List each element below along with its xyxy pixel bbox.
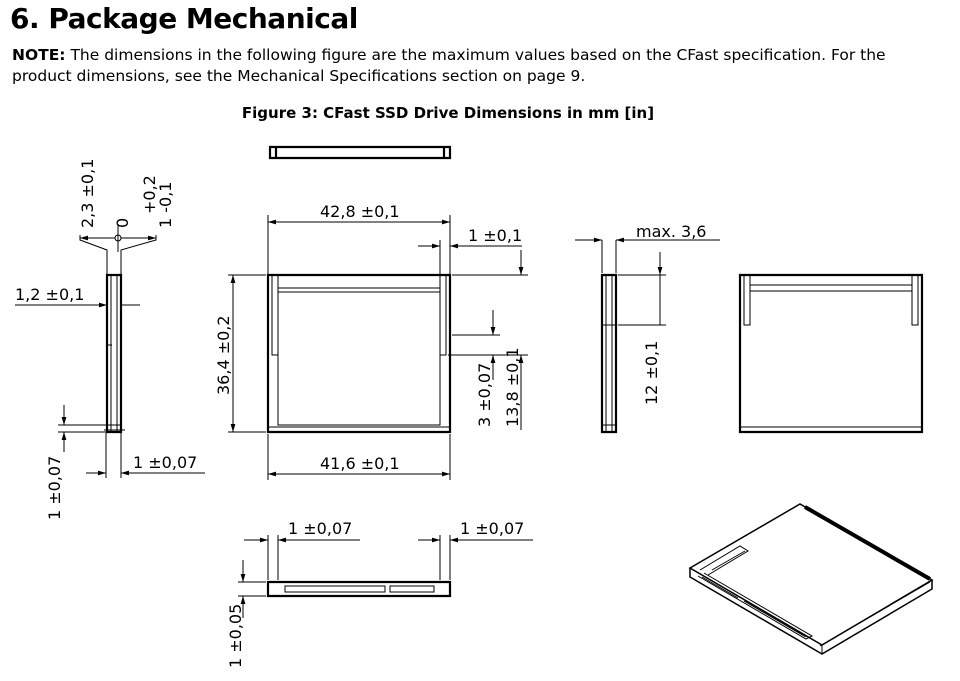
dim-zero: 0: [113, 217, 132, 228]
dim-side-thickness: 2,3 ±0,1: [78, 158, 97, 228]
dim-side-offset: 1,2 ±0,1: [15, 285, 85, 304]
dim-rail-h: 12 ±0,1: [642, 340, 661, 405]
right-side-view: [575, 222, 720, 432]
dim-edge-right: 1 ±0,07: [460, 519, 525, 538]
dim-side-bottom-w: 1 ±0,07: [133, 453, 198, 472]
dim-notch-h: 3 ±0,07: [475, 362, 494, 427]
dim-slot-h: 13,8 ±0,1: [503, 347, 522, 427]
dim-edge-h: 1 ±0,05: [226, 603, 245, 668]
back-view: [740, 275, 922, 432]
top-view: [270, 147, 450, 158]
dim-notch-w: 1 ±0,1: [468, 226, 523, 245]
dim-tol-plus: +0,2: [140, 175, 159, 214]
dim-edge-left: 1 ±0,07: [288, 519, 353, 538]
dim-tol-minus: 1 -0,1: [156, 181, 175, 228]
dim-width-top: 42,8 ±0,1: [320, 202, 400, 221]
section-heading: 6. Package Mechanical: [10, 2, 358, 35]
dim-max-thickness: max. 3,6: [636, 222, 707, 241]
front-view: [214, 202, 528, 480]
connector-view: [226, 519, 533, 668]
left-side-view: [15, 159, 205, 520]
dim-height-total: 36,4 ±0,2: [214, 315, 233, 395]
dim-width-bottom: 41,6 ±0,1: [320, 454, 400, 473]
note-text: The dimensions in the following figure are the maximum values based on the CFast specification. For the product dimensions, see the Mechanical Specifications section on page 9.: [12, 46, 886, 85]
figure-caption: Figure 3: CFast SSD Drive Dimensions in mm [in]: [241, 104, 655, 122]
dim-side-bottom-h: 1 ±0,07: [45, 455, 64, 520]
isometric-view: [690, 504, 932, 654]
note-label: NOTE:: [12, 46, 66, 64]
